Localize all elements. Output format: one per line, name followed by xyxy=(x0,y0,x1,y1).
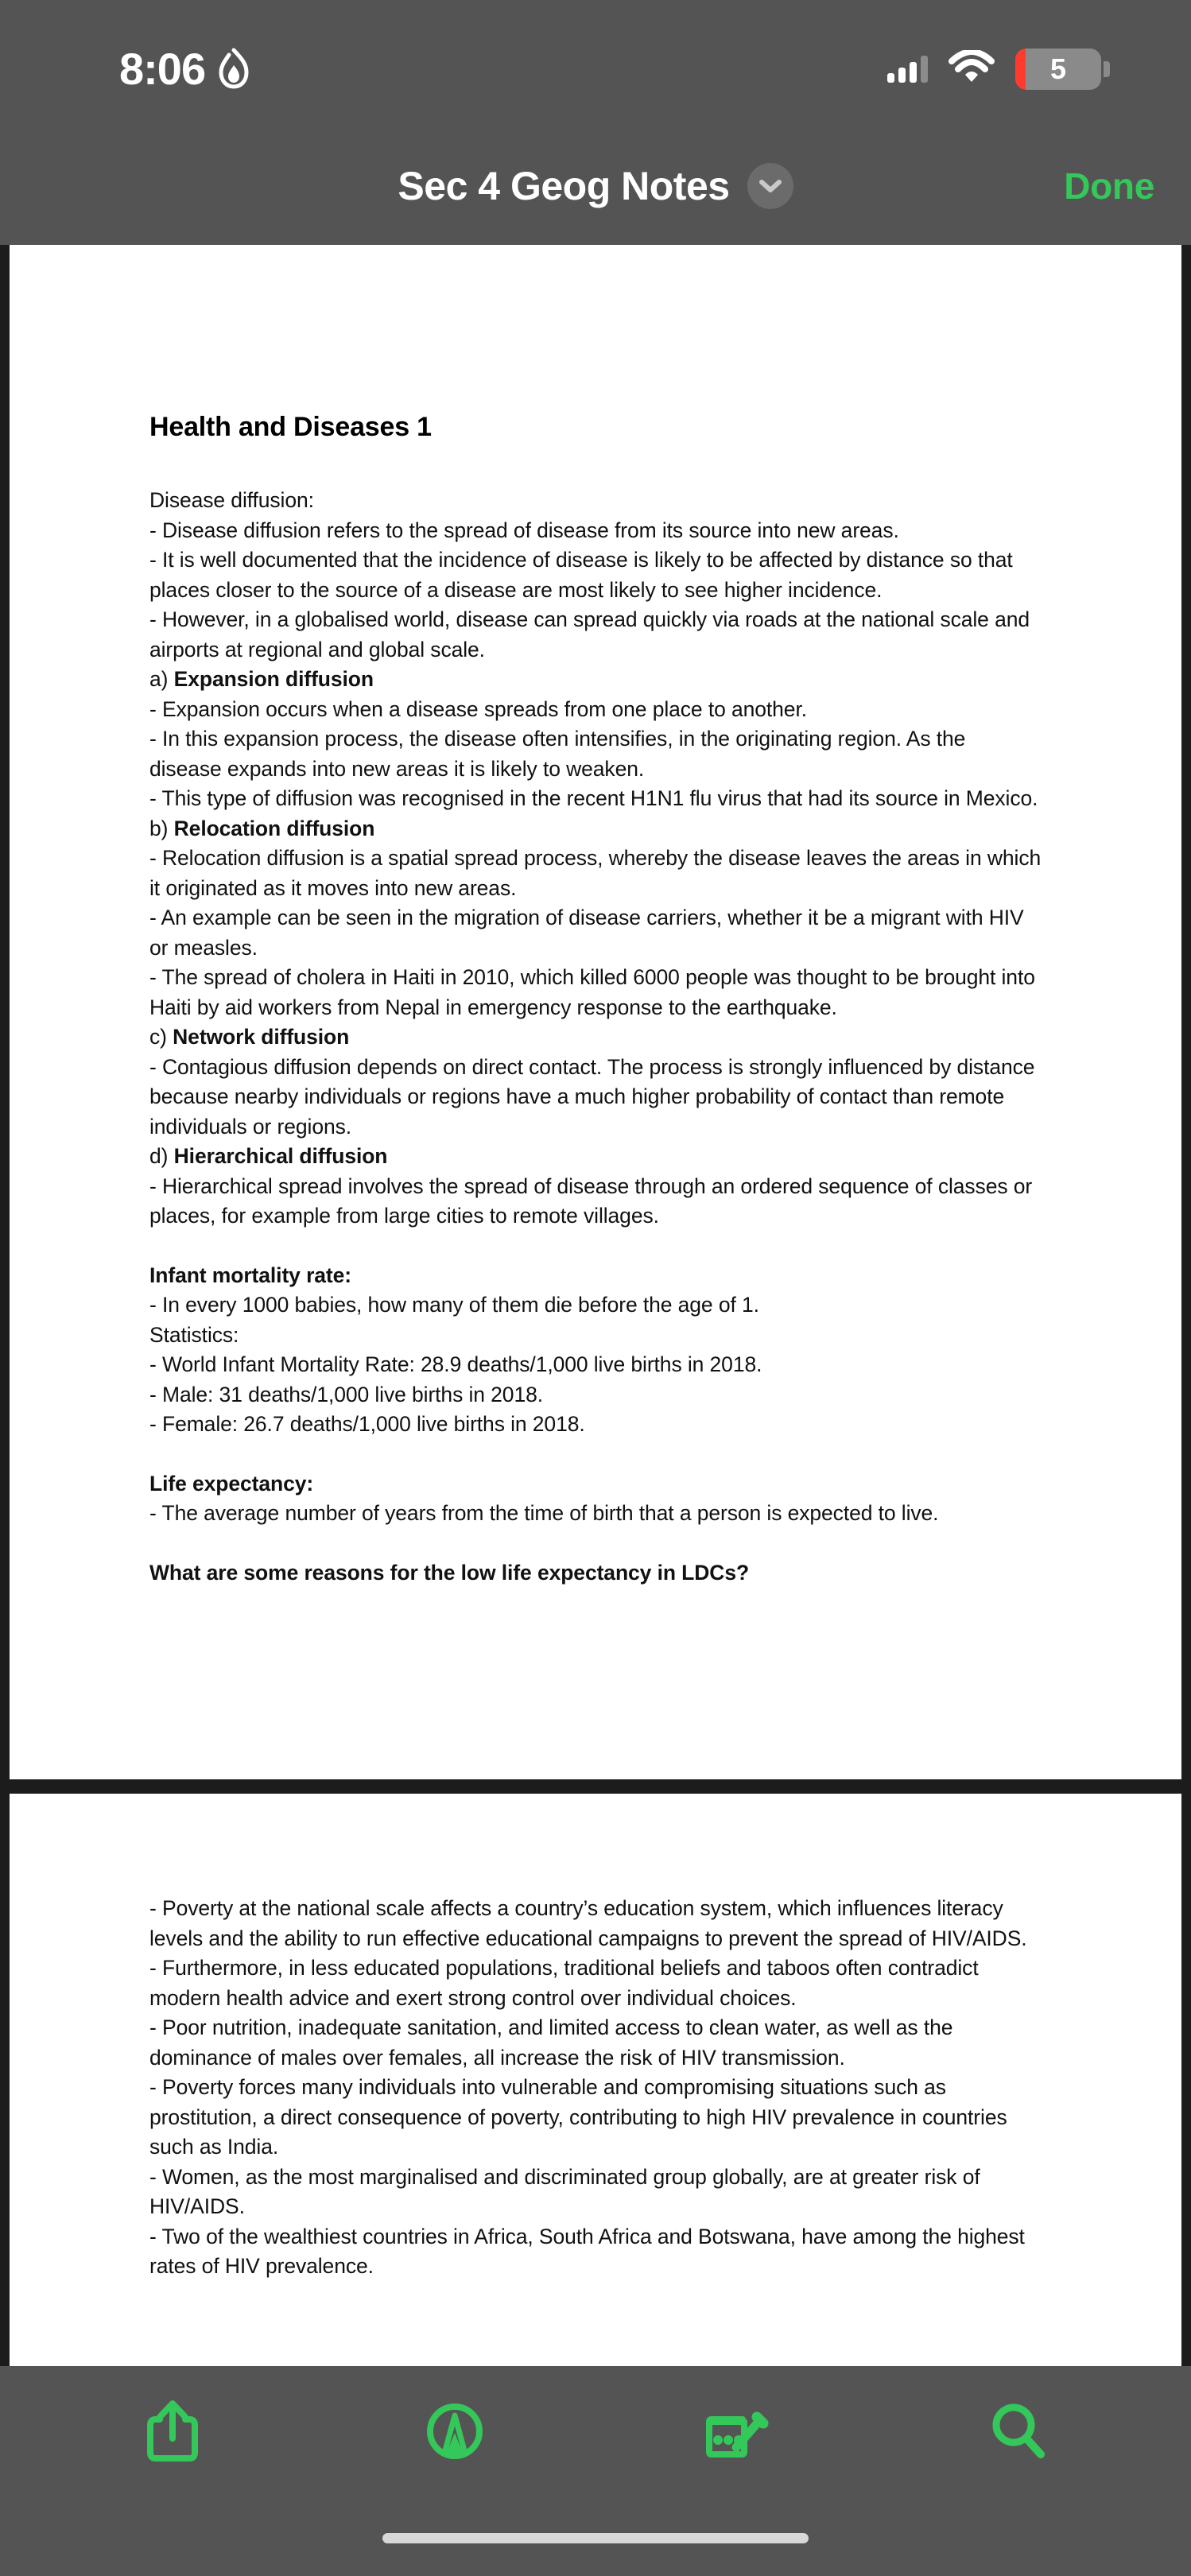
status-bar-right xyxy=(887,48,1134,90)
document-title-group[interactable] xyxy=(398,163,793,209)
document-paragraph: - Women, as the most marginalised and discriminated group globally, are at greater risk of HIV/AIDS. xyxy=(149,2164,980,2218)
document-paragraph: - An example can be seen in the migration of disease carriers, whether it be a migrant with HIV or measles. xyxy=(149,906,1024,960)
battery-level: 5 xyxy=(1049,52,1067,85)
markup-pen-icon xyxy=(423,2399,487,2467)
signature-icon xyxy=(698,2403,774,2464)
wifi-icon xyxy=(949,50,995,89)
flame-icon xyxy=(218,48,250,93)
battery-body xyxy=(1015,48,1101,90)
document-paragraph xyxy=(149,1022,1042,1053)
paragraph-label-prefix: d) xyxy=(149,1144,174,1168)
share-icon xyxy=(144,2397,201,2469)
paragraph-bold-text: Hierarchical diffusion xyxy=(173,1144,388,1168)
status-time: 8:06 xyxy=(119,44,206,94)
battery-cap xyxy=(1104,61,1110,77)
document-paragraph: - Poverty forces many individuals into vulnerable and compromising situations such as prostitution, a direct consequence of poverty, contributing to high HIV prevalence in countries such as India. xyxy=(149,2075,1007,2159)
search-icon xyxy=(988,2400,1049,2466)
document-heading: Health and Diseases 1 xyxy=(149,412,432,442)
status-bar xyxy=(0,0,1191,127)
paragraph-label-prefix: c) xyxy=(149,1025,173,1049)
paragraph-bold-text: What are some reasons for the low life expectancy in LDCs? xyxy=(149,1560,750,1585)
document-paragraph: Statistics: xyxy=(149,1322,239,1347)
chevron-down-icon[interactable] xyxy=(747,163,793,209)
document-page-1-body xyxy=(149,486,1042,1588)
document-paragraph: - However, in a globalised world, disease can spread quickly via roads at the national scale and airports at regional and global scale. xyxy=(149,607,1030,661)
document-page-1 xyxy=(10,245,1181,1779)
cellular-signal-icon xyxy=(887,56,928,83)
document-paragraph: - The spread of cholera in Haiti in 2010, which killed 6000 people was thought to be brought into Haiti by aid workers from Nepal in emergency response to the earthquake. xyxy=(149,965,1035,1019)
home-indicator[interactable] xyxy=(382,2533,809,2543)
document-paragraph xyxy=(149,1558,1042,1589)
paragraph-bold-text: Network diffusion xyxy=(173,1025,350,1049)
document-paragraph: - Female: 26.7 deaths/1,000 live births in 2018. xyxy=(149,1412,585,1436)
document-paragraph: - Two of the wealthiest countries in Africa, South Africa and Botswana, have among the highest rates of HIV prevalence. xyxy=(149,2224,1025,2278)
paragraph-spacer xyxy=(149,1529,1042,1558)
annotate-button[interactable] xyxy=(689,2389,784,2477)
battery-low-fill xyxy=(1015,48,1026,90)
document-paragraph: - This type of diffusion was recognised in the recent H1N1 flu virus that had its source in Mexico. xyxy=(149,786,1038,810)
document-paragraph xyxy=(149,665,1042,695)
document-scroll-area[interactable] xyxy=(0,245,1191,2366)
paragraph-bold-text: Relocation diffusion xyxy=(173,816,375,840)
document-paragraph xyxy=(149,814,1042,844)
status-bar-left xyxy=(0,46,250,93)
search-button[interactable] xyxy=(971,2389,1066,2477)
paragraph-spacer xyxy=(149,1440,1042,1469)
document-paragraph xyxy=(149,1261,1042,1291)
document-paragraph: - Hierarchical spread involves the spread of disease through an ordered sequence of classes or places, for example from large cities to remote villages. xyxy=(149,1174,1033,1228)
home-indicator-area xyxy=(0,2500,1191,2576)
paragraph-spacer xyxy=(149,1232,1042,1261)
document-paragraph: - It is well documented that the incidence of disease is likely to be affected by distance so that places closer to the source of a disease are most likely to see higher incidence. xyxy=(149,548,1013,602)
share-button[interactable] xyxy=(125,2389,220,2477)
document-paragraph: - Male: 31 deaths/1,000 live births in 2018. xyxy=(149,1382,543,1406)
document-paragraph: - Poor nutrition, inadequate sanitation, and limited access to clean water, as well as the dominance of males over females, all increase the risk of HIV transmission. xyxy=(149,2015,953,2070)
navigation-bar xyxy=(0,127,1191,245)
paragraph-label-prefix: a) xyxy=(149,667,174,691)
paragraph-bold-text: Infant mortality rate: xyxy=(149,1263,352,1287)
document-paragraph: - In every 1000 babies, how many of them die before the age of 1. xyxy=(149,1293,759,1317)
bottom-toolbar xyxy=(0,2366,1191,2500)
document-paragraph: - Expansion occurs when a disease spreads from one place to another. xyxy=(149,696,807,721)
document-paragraph xyxy=(149,1142,1042,1172)
markup-button[interactable] xyxy=(407,2389,502,2477)
document-paragraph: - The average number of years from the time of birth that a person is expected to live. xyxy=(149,1501,939,1525)
document-page-2 xyxy=(10,1794,1181,2366)
document-paragraph xyxy=(149,1469,1042,1499)
paragraph-label-prefix: b) xyxy=(149,816,174,840)
done-button[interactable]: Done xyxy=(1064,165,1154,207)
document-paragraph: - In this expansion process, the disease often intensifies, in the originating region. As the disease expands into new areas it is likely to weaken. xyxy=(149,727,966,781)
document-paragraph: - Relocation diffusion is a spatial spread process, whereby the disease leaves the areas in which it originated as it moves into new areas. xyxy=(149,846,1042,900)
paragraph-bold-text: Expansion diffusion xyxy=(173,667,374,691)
document-paragraph: Disease diffusion: xyxy=(149,488,314,512)
document-paragraph: - Furthermore, in less educated populations, traditional beliefs and taboos often contradict modern health advice and exert strong control over individual choices. xyxy=(149,1956,979,2010)
document-page-2-body xyxy=(149,1894,1042,2282)
page-title: Sec 4 Geog Notes xyxy=(398,164,730,208)
paragraph-bold-text: Life expectancy: xyxy=(149,1471,314,1496)
battery-indicator xyxy=(1015,48,1110,90)
document-paragraph: - World Infant Mortality Rate: 28.9 deaths/1,000 live births in 2018. xyxy=(149,1352,762,1376)
document-paragraph: - Disease diffusion refers to the spread of disease from its source into new areas. xyxy=(149,518,899,542)
document-paragraph: - Contagious diffusion depends on direct contact. The process is strongly influenced by distance because nearby individuals or regions have a much higher probability of contact than remote individuals or regions. xyxy=(149,1054,1035,1139)
document-paragraph: - Poverty at the national scale affects a country’s education system, which influences literacy levels and the ability to run effective educational campaigns to prevent the spread of HIV/AIDS. xyxy=(149,1896,1027,1950)
